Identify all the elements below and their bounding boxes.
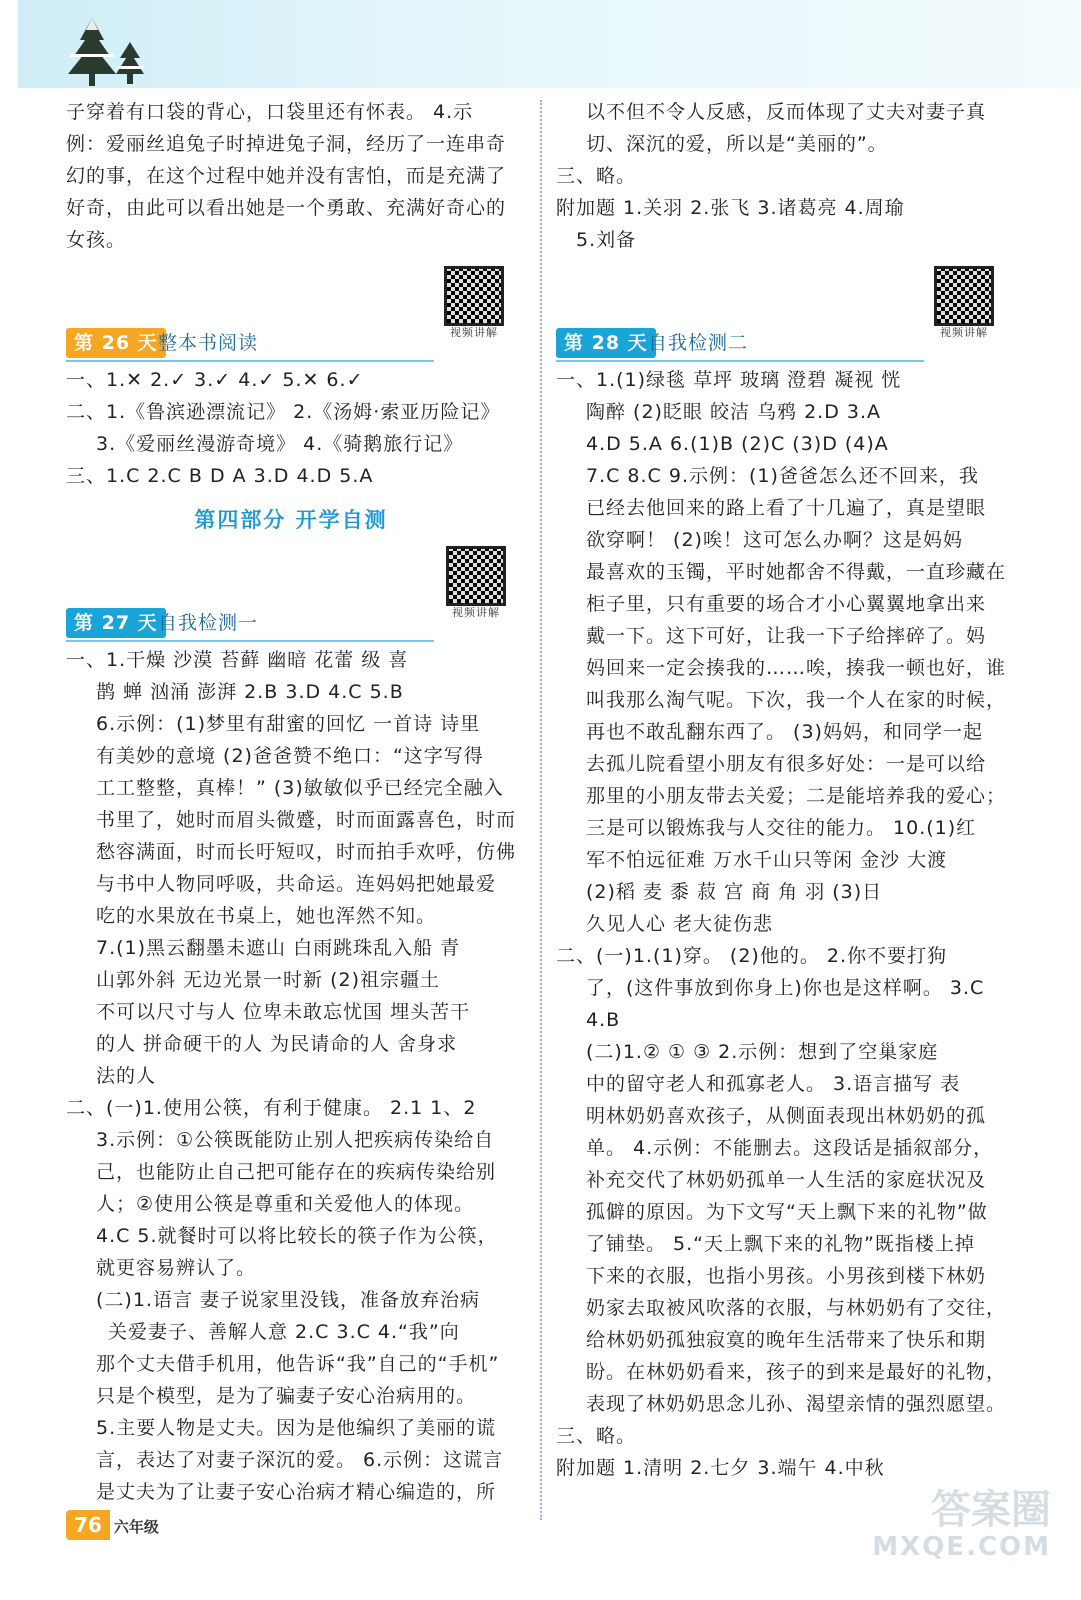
answer-line: 单。 4.示例：不能删去。这段话是插叙部分， <box>586 1137 994 1159</box>
answer-line: 久见人心 老大徒伤悲 <box>586 913 774 935</box>
left-column <box>66 96 516 1508</box>
day-badge: 第 26 天 <box>66 328 166 358</box>
answer-line: 是丈夫为了让妻子安心治病才精心编造的，所 <box>96 1481 497 1503</box>
text-line: 女孩。 <box>66 229 127 251</box>
watermark-logo: 答案圈 <box>931 1487 1051 1533</box>
answer-line: 7.C 8.C 9.示例：(1)爸爸怎么还不回来，我 <box>586 465 979 487</box>
answer-line: 就更容易辨认了。 <box>96 1257 257 1279</box>
text-line: 子穿着有口袋的背心，口袋里还有怀表。 4.示 <box>66 101 474 123</box>
answer-line: 给林奶奶孤独寂寞的晚年生活带来了快乐和期 <box>586 1329 987 1351</box>
answer-line: 二、1.《鲁滨逊漂流记》 2.《汤姆·索亚历险记》 <box>66 401 501 423</box>
qr-code-icon <box>444 266 504 326</box>
section-title: 自我检测一 <box>158 612 259 634</box>
right-intro <box>556 96 1006 256</box>
text-line: 切、深沉的爱，所以是“美丽的”。 <box>586 133 888 155</box>
answer-line: 附加题 1.清明 2.七夕 3.端午 4.中秋 <box>556 1457 885 1479</box>
right-column <box>556 96 1006 1484</box>
answer-line: 下来的衣服，也指小男孩。小男孩到楼下林奶 <box>586 1265 987 1287</box>
day-badge: 第 28 天 <box>556 328 656 358</box>
qr-code-icon <box>934 266 994 326</box>
text-line: 幻的事，在这个过程中她并没有害怕，而是充满了 <box>66 165 507 187</box>
qr-code[interactable] <box>436 546 516 620</box>
answer-line: 那里的小朋友带去关爱；二是能培养我的爱心； <box>586 785 1006 807</box>
answer-line: 三是可以锻炼我与人交往的能力。 10.(1)红 <box>586 817 977 839</box>
text-line: 好奇，由此可以看出她是一个勇敢、充满好奇心的 <box>66 197 507 219</box>
answer-line: 愁容满面，时而长吁短叹，时而拍手欢呼，仿佛 <box>96 841 516 863</box>
page-footer <box>66 1510 159 1540</box>
day-badge: 第 27 天 <box>66 608 166 638</box>
answer-line: 的人 拼命硬干的人 为民请命的人 舍身求 <box>96 1033 458 1055</box>
answer-line: 去孤儿院看望小朋友有很多好处：一是可以给 <box>586 753 987 775</box>
answer-line: 人；②使用公筷是尊重和关爱他人的体现。 <box>96 1193 475 1215</box>
answer-line: (二)1.语言 妻子说家里没钱，准备放弃治病 <box>96 1289 480 1311</box>
day28-header <box>556 328 1006 364</box>
answer-line: 4.C 5.就餐时可以将比较长的筷子作为公筷， <box>96 1225 498 1247</box>
answer-line: 陶醉 (2)眨眼 皎洁 乌鸦 2.D 3.A <box>586 401 881 423</box>
answer-line: 再也不敢乱翻东西了。 (3)妈妈，和同学一起 <box>586 721 983 743</box>
qr-label: 视频讲解 <box>940 326 988 339</box>
answer-line: 表现了林奶奶思念儿孙、渴望亲情的强烈愿望。 <box>586 1393 1006 1415</box>
answer-line: 二、(一)1.(1)穿。 (2)他的。 2.你不要打狗 <box>556 945 947 967</box>
answer-line: 柜子里，只有重要的场合才小心翼翼地拿出来 <box>586 593 987 615</box>
day27-header <box>66 608 516 644</box>
watermark-url: MXQE.COM <box>872 1532 1051 1562</box>
day27-answers <box>66 644 516 1508</box>
answer-line: 叫我那么淘气呢。下次，我一个人在家的时候， <box>586 689 1006 711</box>
answer-line: 欲穿啊！ (2)唉！这可怎么办啊？这是妈妈 <box>586 529 963 551</box>
section-title: 整本书阅读 <box>158 332 259 354</box>
answer-line: 7.(1)黑云翻墨未遮山 白雨跳珠乱入船 青 <box>96 937 461 959</box>
answer-line: 戴一下。这下可好，让我一下子给摔碎了。妈 <box>586 625 987 647</box>
column-divider <box>540 100 542 1520</box>
answer-line: 孤僻的原因。为下文写“天上飘下来的礼物”做 <box>586 1201 988 1223</box>
answer-line: (2)稻 麦 黍 菽 宫 商 角 羽 (3)日 <box>586 881 883 903</box>
qr-code[interactable] <box>434 266 514 340</box>
answer-line: 明林奶奶喜欢孩子，从侧面表现出林奶奶的孤 <box>586 1105 987 1127</box>
answer-line: 已经去他回来的路上看了十几遍了，真是望眼 <box>586 497 987 519</box>
answer-line: 只是个模型，是为了骗妻子安心治病用的。 <box>96 1385 477 1407</box>
answer-line: 法的人 <box>96 1065 157 1087</box>
answer-line: 妈回来一定会揍我的……唉，揍我一顿也好，谁 <box>586 657 1006 679</box>
answer-line: 吃的水果放在书桌上，她也浑然不知。 <box>96 905 437 927</box>
answer-line: 言，表达了对妻子深沉的爱。 6.示例：这谎言 <box>96 1449 504 1471</box>
answer-line: 4.B <box>586 1009 621 1031</box>
answer-line: 3.示例：①公筷既能防止别人把疾病传染给自 <box>96 1129 495 1151</box>
answer-line: 不可以尺寸与人 位卑未敢忘忧国 埋头苦干 <box>96 1001 471 1023</box>
answer-line: 中的留守老人和孤寡老人。 3.语言描写 表 <box>586 1073 961 1095</box>
page-number: 76 <box>66 1510 110 1540</box>
left-intro <box>66 96 516 256</box>
qr-code[interactable] <box>924 266 1004 340</box>
answer-line: 最喜欢的玉镯，平时她都舍不得戴，一直珍藏在 <box>586 561 1006 583</box>
qr-label: 视频讲解 <box>452 606 500 619</box>
answer-line: 6.示例：(1)梦里有甜蜜的回忆 一首诗 诗里 <box>96 713 481 735</box>
answer-line: 一、1.(1)绿毯 草坪 玻璃 澄碧 凝视 恍 <box>556 369 902 391</box>
answer-line: 一、1.干燥 沙漠 苔藓 幽暗 花蕾 级 喜 <box>66 649 409 671</box>
answer-line: 工工整整，真棒！” (3)敏敏似乎已经完全融入 <box>96 777 504 799</box>
text-line: 5.刘备 <box>576 229 637 251</box>
qr-code-icon <box>446 546 506 606</box>
answer-line: 了铺垫。 5.“天上飘下来的礼物”既指楼上掉 <box>586 1233 975 1255</box>
answer-line: 书里了，她时而眉头微蹙，时而面露喜色，时而 <box>96 809 516 831</box>
text-line: 三、略。 <box>556 165 637 187</box>
answer-line: 盼。在林奶奶看来，孩子的到来是最好的礼物， <box>586 1361 1006 1383</box>
answer-line: 那个丈夫借手机用，他告诉“我”自己的“手机” <box>96 1353 500 1375</box>
answer-line: 己，也能防止自己把可能存在的疾病传染给别 <box>96 1161 497 1183</box>
answer-line: 二、(一)1.使用公筷，有利于健康。 2.1 1、2 <box>66 1097 477 1119</box>
answer-line: 三、1.C 2.C B D A 3.D 4.D 5.A <box>66 465 374 487</box>
header-banner <box>18 0 1081 88</box>
answer-line: (二)1.② ① ③ 2.示例：想到了空巢家庭 <box>586 1041 939 1063</box>
answer-line: 3.《爱丽丝漫游奇境》 4.《骑鹅旅行记》 <box>96 433 464 455</box>
text-line: 附加题 1.关羽 2.张飞 3.诸葛亮 4.周瑜 <box>556 197 905 219</box>
day26-answers <box>66 364 516 492</box>
answer-line: 军不怕远征难 万水千山只等闲 金沙 大渡 <box>586 849 948 871</box>
qr-label: 视频讲解 <box>450 326 498 339</box>
day26-header <box>66 328 516 364</box>
snow-tree-icon <box>60 14 156 94</box>
answer-line: 5.主要人物是丈夫。因为是他编织了美丽的谎 <box>96 1417 497 1439</box>
answer-line: 与书中人物同呼吸，共命运。连妈妈把她最爱 <box>96 873 497 895</box>
section-title: 自我检测二 <box>648 332 749 354</box>
answer-line: 有美妙的意境 (2)爸爸赞不绝口：“这字写得 <box>96 745 484 767</box>
answer-line: 了，(这件事放到你身上)你也是这样啊。 3.C <box>586 977 985 999</box>
answer-line: 山郭外斜 无边光景一时新 (2)祖宗疆土 <box>96 969 440 991</box>
answer-line: 关爱妻子、善解人意 2.C 3.C 4.“我”向 <box>108 1321 460 1343</box>
grade-label: 六年级 <box>113 1518 159 1536</box>
answer-line: 奶家去取被风吹落的衣服，与林奶奶有了交往， <box>586 1297 1006 1319</box>
answer-line: 补充交代了林奶奶孤单一人生活的家庭状况及 <box>586 1169 987 1191</box>
day28-answers <box>556 364 1006 1484</box>
part-title: 第四部分 开学自测 <box>194 508 388 532</box>
text-line: 以不但不令人反感，反而体现了丈夫对妻子真 <box>586 101 987 123</box>
answer-line: 一、1.✕ 2.✓ 3.✓ 4.✓ 5.✕ 6.✓ <box>66 369 364 391</box>
answer-line: 三、略。 <box>556 1425 637 1447</box>
answer-line: 鹊 蝉 汹涌 澎湃 2.B 3.D 4.C 5.B <box>96 681 404 703</box>
text-line: 例：爱丽丝追兔子时掉进兔子洞，经历了一连串奇 <box>66 133 507 155</box>
answer-line: 4.D 5.A 6.(1)B (2)C (3)D (4)A <box>586 433 889 455</box>
